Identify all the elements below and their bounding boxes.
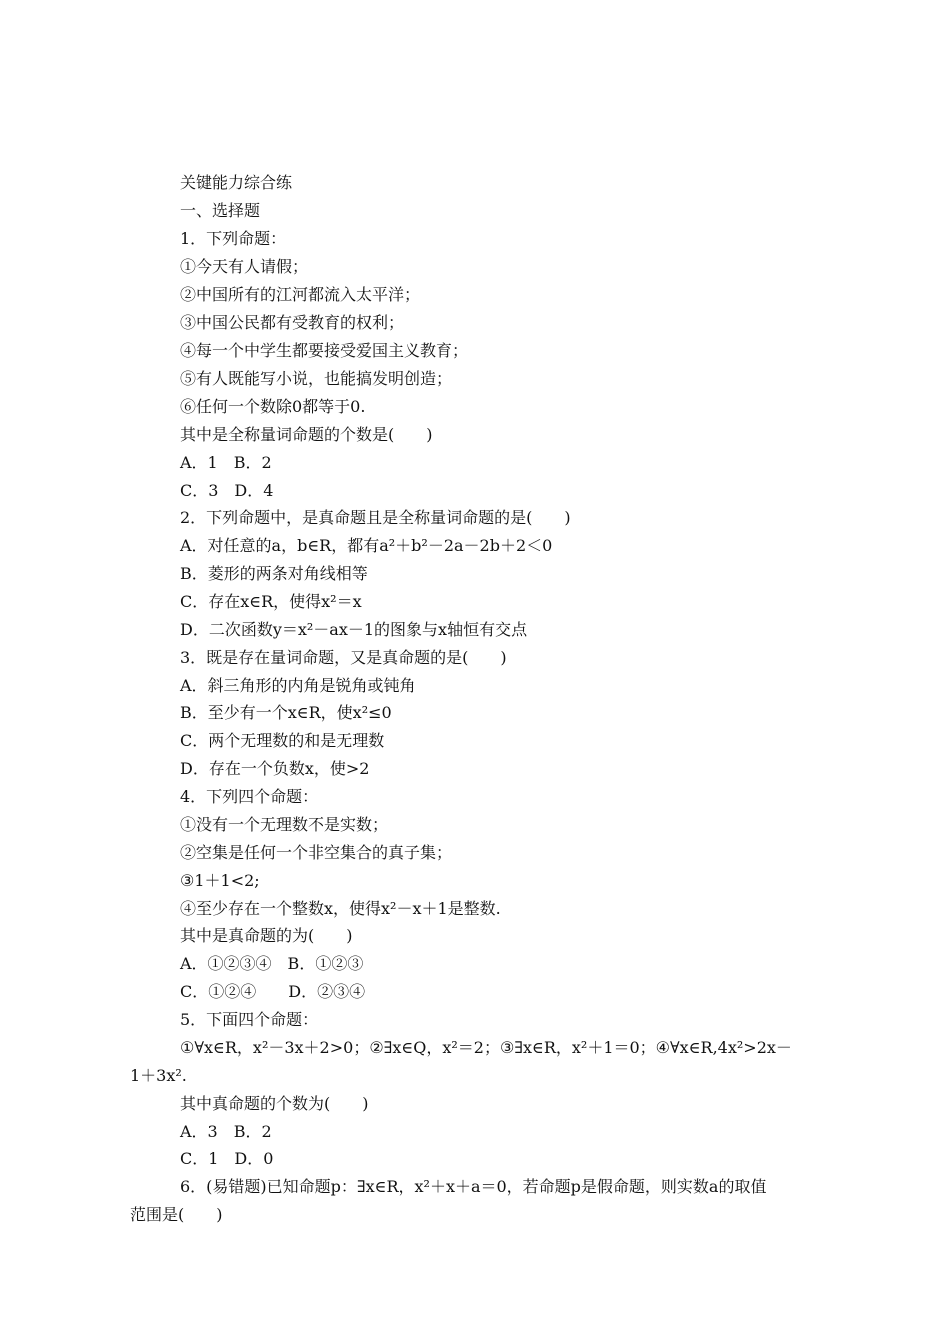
q1-stem: 1．下列命题： xyxy=(180,229,287,248)
q5-stem: 5．下面四个命题： xyxy=(180,1010,319,1029)
q3-option-b: B．至少有一个x∈R，使x²≤0 xyxy=(180,703,392,722)
q6-stem: 6．(易错题)已知命题p：∃x∈R，x²＋x＋a＝0，若命题p是假命题，则实数a的取值 xyxy=(180,1177,767,1196)
q2-option-b: B．菱形的两条对角线相等 xyxy=(180,564,368,583)
section-heading: 一、选择题 xyxy=(180,201,261,220)
q3-option-c: C．两个无理数的和是无理数 xyxy=(180,731,385,750)
q4-item: ④至少存在一个整数x，使得x²－x＋1是整数. xyxy=(180,899,501,918)
q3-stem: 3．既是存在量词命题，又是真命题的是( ) xyxy=(180,648,507,667)
q1-item: ②中国所有的江河都流入太平洋； xyxy=(180,285,421,304)
q5-ask: 其中真命题的个数为( ) xyxy=(180,1094,369,1113)
q5-propositions: ①∀x∈R，x²－3x＋2>0；②∃x∈Q，x²＝2；③∃x∈R，x²＋1＝0；④∀x∈R,4x²>2x－ xyxy=(180,1038,792,1057)
q5-propositions-cont: 1＋3x². xyxy=(130,1066,187,1085)
q1-item: ③中国公民都有受教育的权利； xyxy=(180,313,405,332)
q5-options: C．1 D．0 xyxy=(180,1149,274,1168)
q1-item: ⑤有人既能写小说，也能搞发明创造； xyxy=(180,369,453,388)
q4-item: ②空集是任何一个非空集合的真子集； xyxy=(180,843,453,862)
q4-item: ③1＋1<2; xyxy=(180,871,260,890)
q3-option-d: D．存在一个负数x，使>2 xyxy=(180,759,370,778)
q1-options: C．3 D．4 xyxy=(180,481,274,500)
q3-option-a: A．斜三角形的内角是锐角或钝角 xyxy=(180,676,416,695)
q4-stem: 4．下列四个命题： xyxy=(180,787,319,806)
q4-ask: 其中是真命题的为( ) xyxy=(180,926,353,945)
q1-options: A．1 B．2 xyxy=(180,453,272,472)
q1-item: ④每一个中学生都要接受爱国主义教育； xyxy=(180,341,469,360)
q2-option-d: D．二次函数y＝x²－ax－1的图象与x轴恒有交点 xyxy=(180,620,528,639)
q4-options: C．①②④ D．②③④ xyxy=(180,982,366,1001)
q1-item: ①今天有人请假； xyxy=(180,257,309,276)
q6-stem-cont: 范围是( ) xyxy=(130,1205,223,1224)
q4-options: A．①②③④ B．①②③ xyxy=(180,954,364,973)
q2-stem: 2．下列命题中，是真命题且是全称量词命题的是( ) xyxy=(180,508,571,527)
q2-option-c: C．存在x∈R，使得x²＝x xyxy=(180,592,362,611)
q4-item: ①没有一个无理数不是实数； xyxy=(180,815,389,834)
q2-option-a: A．对任意的a，b∈R，都有a²＋b²－2a－2b＋2＜0 xyxy=(180,536,553,555)
q5-options: A．3 B．2 xyxy=(180,1122,272,1141)
doc-title: 关键能力综合练 xyxy=(180,173,293,192)
q1-item: ⑥任何一个数除0都等于0. xyxy=(180,397,366,416)
q1-ask: 其中是全称量词命题的个数是( ) xyxy=(180,425,433,444)
